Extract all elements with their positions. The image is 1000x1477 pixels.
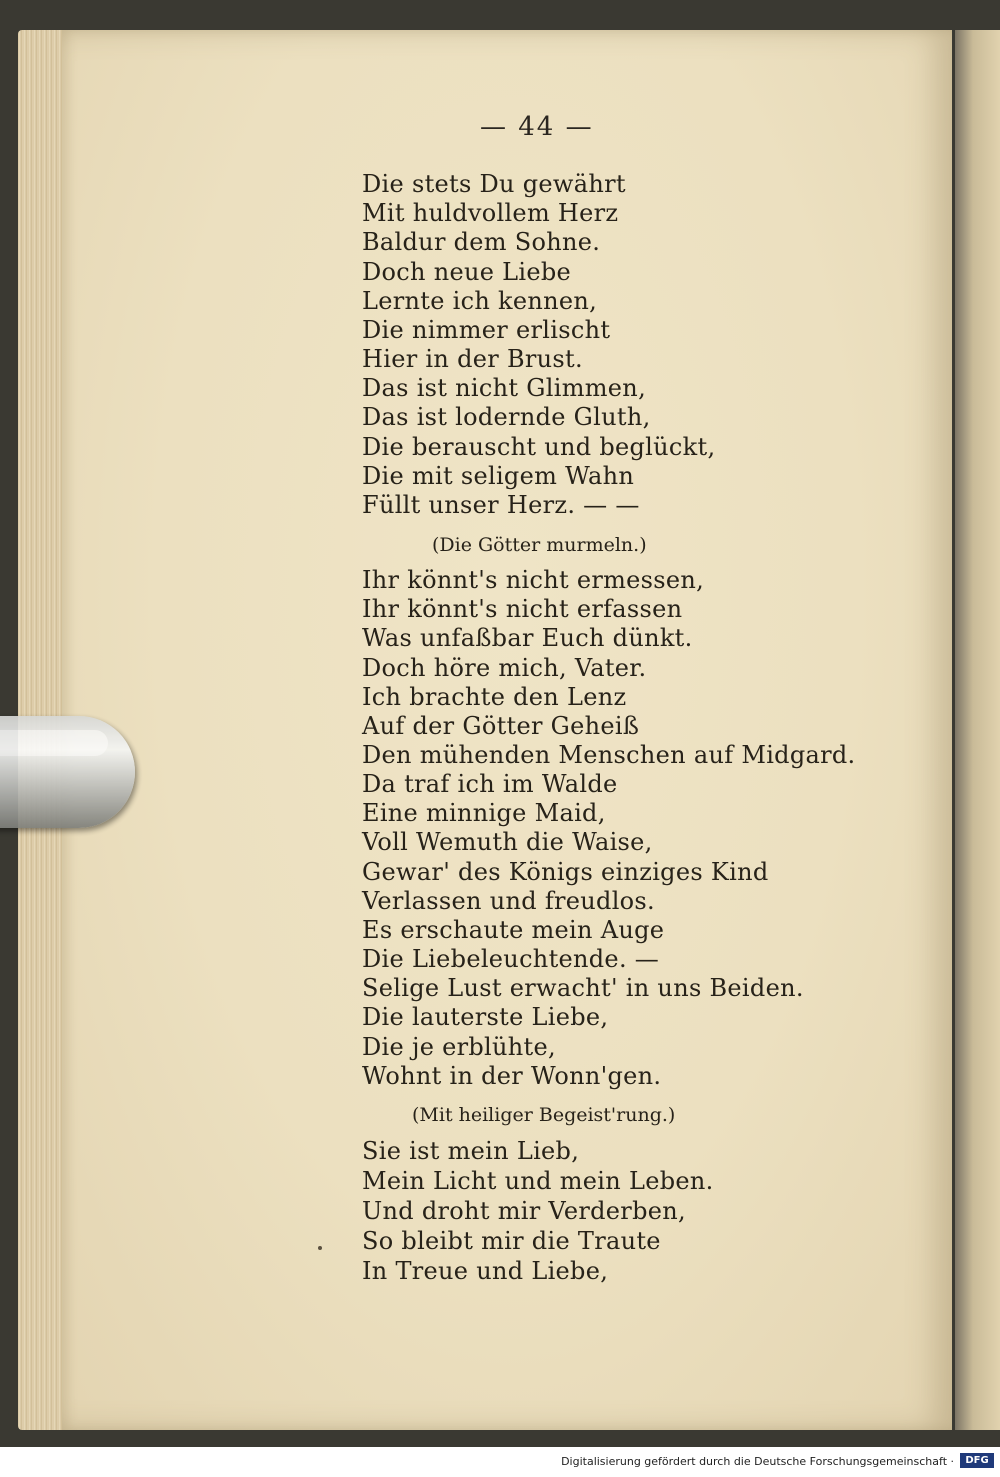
verse-line: Mein Licht und mein Leben.	[362, 1167, 714, 1195]
verse-line: Selige Lust erwacht' in uns Beiden.	[362, 974, 804, 1002]
verse-line: Die mit seligem Wahn	[362, 462, 635, 490]
verse-line: Voll Wemuth die Waise,	[362, 828, 653, 856]
verse-line: Die je erblühte,	[362, 1033, 556, 1061]
verse-line: Die stets Du gewährt	[362, 170, 626, 198]
verse-line: Doch neue Liebe	[362, 258, 572, 286]
verse-line: Gewar' des Königs einziges Kind	[362, 858, 769, 886]
verse-line: Verlassen und freudlos.	[362, 887, 655, 915]
verse-line: Sie ist mein Lieb,	[362, 1137, 580, 1165]
verse-line: Auf der Götter Geheiß	[362, 712, 640, 740]
paper-speck	[318, 1246, 322, 1250]
verse-line: Mit huldvollem Herz	[362, 199, 619, 227]
verse-line: Ihr könnt's nicht ermessen,	[362, 566, 705, 594]
verse-line: Eine minnige Maid,	[362, 799, 606, 827]
verse-line: Baldur dem Sohne.	[362, 228, 601, 256]
verse-line: Lernte ich kennen,	[362, 287, 598, 315]
verse-line: Es erschaute mein Auge	[362, 916, 665, 944]
verse-line: Das ist nicht Glimmen,	[362, 374, 646, 402]
dfg-logo-icon: DFG	[960, 1453, 994, 1468]
verse-line: Doch höre mich, Vater.	[362, 654, 647, 682]
facing-page-edge	[955, 30, 1000, 1430]
page-clip	[0, 716, 135, 828]
stage-direction: (Die Götter murmeln.)	[432, 534, 647, 556]
verse-line: Die lauterste Liebe,	[362, 1003, 609, 1031]
verse-line: In Treue und Liebe,	[362, 1257, 609, 1285]
stage-direction: (Mit heiliger Begeist'rung.)	[412, 1104, 676, 1126]
verse-line: Und droht mir Verderben,	[362, 1197, 686, 1225]
verse-line: Die Liebeleuchtende. —	[362, 945, 660, 973]
verse-line: Die berauscht und beglückt,	[362, 433, 716, 461]
verse-line: Ihr könnt's nicht erfassen	[362, 595, 683, 623]
verse-line: Das ist lodernde Gluth,	[362, 403, 651, 431]
verse-line: Den mühenden Menschen auf Midgard.	[362, 741, 856, 769]
verse-line: So bleibt mir die Traute	[362, 1227, 661, 1255]
verse-line: Hier in der Brust.	[362, 345, 583, 373]
page-number: — 44 —	[480, 112, 594, 142]
verse-line: Da traf ich im Walde	[362, 770, 618, 798]
verse-line: Wohnt in der Wonn'gen.	[362, 1062, 662, 1090]
verse-line: Die nimmer erlischt	[362, 316, 611, 344]
verse-line: Was unfaßbar Euch dünkt.	[362, 624, 693, 652]
verse-line: Ich brachte den Lenz	[362, 683, 627, 711]
funding-credit: Digitalisierung gefördert durch die Deutsche Forschungsgemeinschaft ·	[561, 1455, 954, 1468]
verse-line: Füllt unser Herz. — —	[362, 491, 640, 519]
